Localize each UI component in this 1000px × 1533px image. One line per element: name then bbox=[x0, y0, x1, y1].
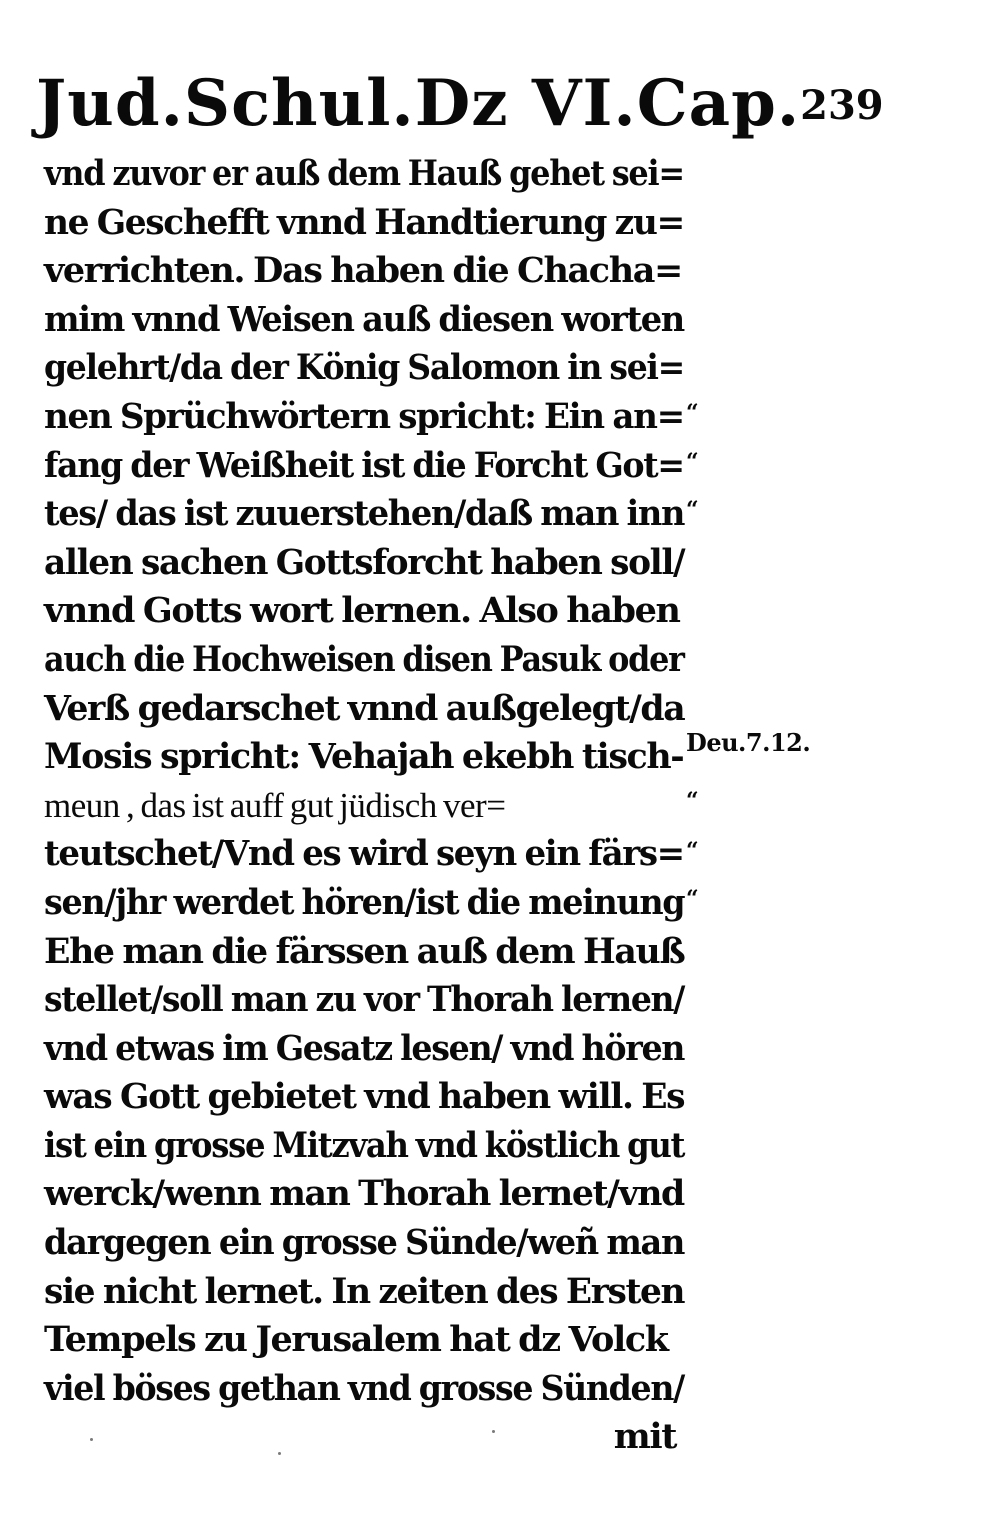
print-speck bbox=[278, 1452, 281, 1455]
text-line: meun , das ist auff gut jüdisch ver= bbox=[44, 785, 506, 825]
print-speck bbox=[492, 1430, 495, 1433]
text-line: teutschet/Vnd es wird seyn ein färs= bbox=[44, 833, 684, 875]
text-line: werck/wenn man Thorah lernet/vnd bbox=[44, 1173, 684, 1215]
text-line: viel böses gethan vnd grosse Sünden/ bbox=[44, 1367, 684, 1409]
text-line: vnd etwas im Gesatz lesen/ vnd hören bbox=[44, 1027, 685, 1069]
quote-mark: “ bbox=[686, 788, 699, 814]
quote-mark: “ bbox=[686, 400, 699, 426]
text-line: ist ein grosse Mitzvah vnd köstlich gut bbox=[44, 1124, 685, 1166]
text-line: stellet/soll man zu vor Thorah lernen/ bbox=[44, 979, 685, 1021]
text-line: nen Sprüchwörtern spricht: Ein an= bbox=[44, 395, 684, 437]
body-text bbox=[44, 150, 684, 1462]
text-line: Tempels zu Jerusalem hat dz Volck bbox=[44, 1319, 668, 1361]
print-speck bbox=[90, 1438, 93, 1441]
text-line: mim vnnd Weisen auß diesen worten bbox=[44, 298, 684, 340]
quote-mark: “ bbox=[686, 838, 699, 864]
text-line: sie nicht lernet. In zeiten des Ersten bbox=[44, 1270, 685, 1312]
text-line: tes/ das ist zuuerstehen/daß man inn bbox=[44, 493, 685, 535]
text-line: vnnd Gotts wort lernen. Also haben bbox=[44, 590, 680, 632]
catchword: mit bbox=[613, 1416, 676, 1458]
margin-note: Deu.7.12. bbox=[686, 728, 811, 757]
running-title: Jud.Schul.Dz VI.Cap. bbox=[36, 66, 801, 141]
text-line: allen sachen Gottsforcht haben soll/ bbox=[44, 541, 685, 583]
text-line: Mosis spricht: Vehajah ekebh tisch- bbox=[44, 736, 684, 778]
text-line: dargegen ein grosse Sünde/weñ man bbox=[44, 1222, 685, 1264]
text-line: vnd zuvor er auß dem Hauß gehet sei= bbox=[44, 153, 684, 194]
text-line: fang der Weißheit ist die Forcht Got= bbox=[44, 444, 684, 486]
text-line: auch die Hochweisen disen Pasuk oder bbox=[44, 638, 684, 680]
running-header bbox=[36, 58, 884, 150]
text-line: verrichten. Das haben die Chacha= bbox=[44, 250, 682, 292]
text-line: Verß gedarschet vnnd außgelegt/da bbox=[44, 687, 685, 729]
text-line: gelehrt/da der König Salomon in sei= bbox=[44, 347, 685, 389]
quote-mark: “ bbox=[686, 886, 699, 912]
quote-mark: “ bbox=[686, 449, 699, 475]
text-line: sen/jhr werdet hören/ist die meinung bbox=[44, 881, 685, 923]
text-line: ne Geschefft vnnd Handtierung zu= bbox=[44, 201, 684, 243]
text-line: Ehe man die färssen auß dem Hauß bbox=[44, 930, 685, 972]
quote-mark: “ bbox=[686, 497, 699, 523]
text-line: was Gott gebietet vnd haben will. Es bbox=[44, 1076, 685, 1118]
page-number: 239 bbox=[800, 82, 884, 129]
